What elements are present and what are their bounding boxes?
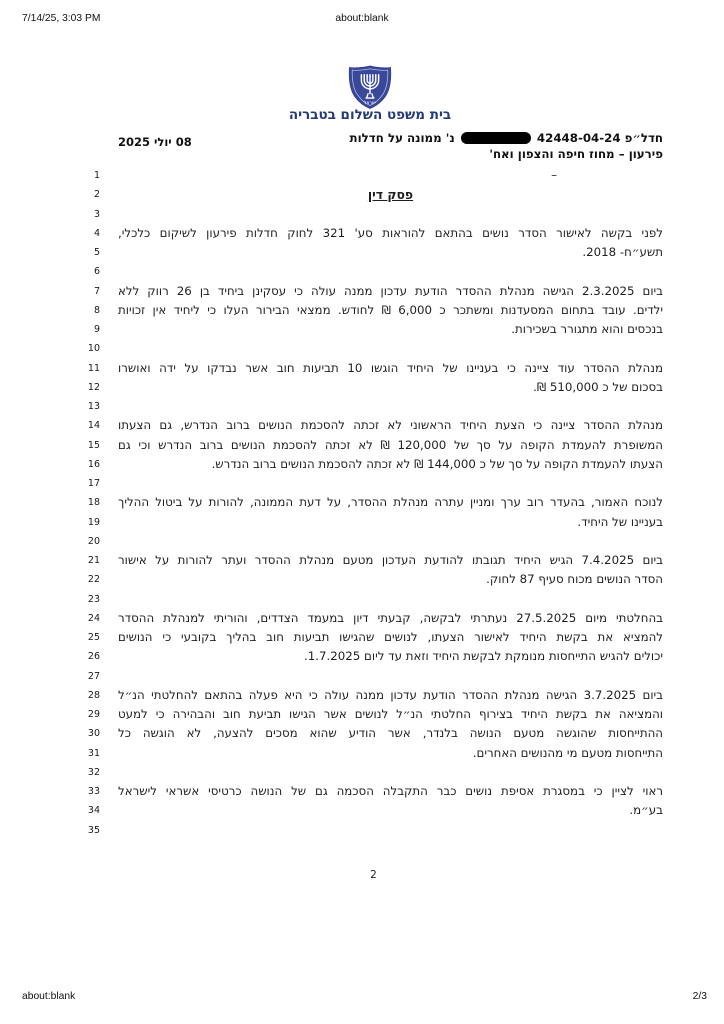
case-caption-line2: פירעון – מחוז חיפה והצפון ואח' bbox=[489, 146, 663, 161]
document-line bbox=[84, 436, 663, 455]
line-text: ההתייחסות שהוגשה מטעם הנושה בלנדר, אשר הודיע שהוא מסכים להצעה, לא הוגשה כל bbox=[118, 726, 663, 741]
line-number: 16 bbox=[87, 458, 100, 470]
line-text: והמציאה את בקשת היחיד בצירוף החלטתי הנ״ל לנושים אשר הגישו תביעת חוב והבהירה כי למעט bbox=[118, 707, 663, 721]
line-number: 26 bbox=[87, 651, 100, 663]
line-text: ביום 2.3.2025 הגישה מנהלת ההסדר הודעת עדכון ממנה עולה כי עסקינן ביחיד בן 26 רווק ללא bbox=[118, 283, 663, 298]
line-number: 33 bbox=[87, 786, 100, 797]
court-name: בית משפט השלום בטבריה bbox=[288, 107, 452, 123]
line-text bbox=[118, 205, 663, 224]
decision-date: 08 יולי 2025 bbox=[118, 135, 192, 149]
document-line bbox=[84, 224, 663, 243]
line-number: 8 bbox=[93, 304, 100, 316]
line-text: בע״מ. bbox=[629, 803, 663, 818]
document-line bbox=[84, 628, 663, 647]
document-line bbox=[84, 744, 663, 763]
line-text: בסכום של כ 510,000 ₪. bbox=[533, 379, 663, 394]
line-text bbox=[118, 397, 663, 416]
document-line bbox=[84, 243, 663, 262]
line-number: 3 bbox=[93, 208, 100, 220]
line-number: 13 bbox=[87, 401, 100, 412]
line-number: 18 bbox=[87, 497, 100, 509]
line-number: 2 bbox=[93, 189, 100, 201]
line-text bbox=[118, 532, 663, 551]
line-number: 28 bbox=[87, 689, 100, 701]
document-line bbox=[84, 455, 663, 474]
document-line bbox=[84, 513, 663, 532]
document-line bbox=[84, 532, 663, 551]
line-number: 17 bbox=[87, 478, 100, 489]
line-text: המשופרת להעמדת הקופה על סך של 120,000 ₪ לא זכתה להסכמת הנושים ברוב הנדרש וכי גם bbox=[118, 437, 663, 452]
case-caption bbox=[350, 131, 663, 162]
document-line bbox=[84, 551, 663, 570]
document-line bbox=[84, 282, 663, 301]
line-number: 11 bbox=[87, 362, 100, 374]
document-line bbox=[84, 262, 663, 281]
line-number: 22 bbox=[87, 574, 100, 586]
line-text: ראוי לציין כי במסגרת אסיפת נושים כבר התקבלה הסכמה גם של הנושה כרטיסי אשראי לישראל bbox=[118, 784, 663, 798]
line-text: מנהלת ההסדר ציינה כי הצעת היחיד הראשוני לא זכתה להסכמת הנושים ברוב הנדרש, גם הצעתו bbox=[118, 418, 663, 433]
line-number: 15 bbox=[87, 439, 100, 451]
line-number: 10 bbox=[87, 343, 100, 355]
line-number: 25 bbox=[87, 632, 100, 643]
document-line bbox=[84, 705, 663, 724]
document-line bbox=[84, 166, 663, 185]
line-text: מנהלת ההסדר עוד ציינה כי בעניינו של היחיד הוגשו 10 תביעות חוב אשר נבדקו על ידה ואושרו bbox=[118, 360, 663, 375]
document-line bbox=[84, 801, 663, 820]
document-line bbox=[84, 320, 663, 339]
document-line bbox=[84, 359, 663, 378]
line-text: הסדר הנושים מכוח סעיף 87 לחוק. bbox=[486, 572, 663, 587]
document-line bbox=[84, 647, 663, 666]
line-number: 30 bbox=[87, 728, 100, 740]
print-header bbox=[0, 13, 724, 27]
document-line bbox=[84, 205, 663, 224]
line-number: 4 bbox=[93, 227, 100, 239]
line-number: 20 bbox=[87, 535, 100, 547]
line-text bbox=[118, 339, 663, 358]
redacted-party-name bbox=[461, 132, 531, 144]
line-number: 29 bbox=[87, 709, 100, 720]
line-text: ביום 3.7.2025 הגישה מנהלת ההסדר הודעת עדכון ממנה עולה כי היא פעלה בהתאם להחלטתי הנ״ל bbox=[118, 687, 663, 702]
emblem-israel-label: ישראל bbox=[363, 100, 377, 106]
line-text bbox=[118, 262, 663, 281]
document-line bbox=[84, 378, 663, 397]
line-text: להמציא את בקשת היחיד לאישור הצעתו, לנושים שהגישו תביעות חוב בהליך בקובעי כי הנושים bbox=[118, 630, 663, 644]
page-number: 2 bbox=[370, 869, 377, 881]
judgment-body bbox=[84, 166, 663, 840]
case-number: חדל״פ 42448-04-24 bbox=[536, 131, 663, 145]
document-line bbox=[84, 724, 663, 743]
document-line bbox=[84, 821, 663, 840]
line-number: 24 bbox=[87, 612, 100, 624]
footer-page-indicator: 2/3 bbox=[692, 991, 707, 1002]
line-text: לנוכח האמור, בהעדר רוב ערך ומניין עתרה מנהלת ההסדר, על דעת הממונה, להורות על ביטול ההליך bbox=[118, 495, 663, 510]
israel-state-emblem-icon bbox=[345, 64, 395, 110]
print-datetime: 7/14/25, 3:03 PM bbox=[22, 13, 101, 24]
line-text: בעניינו של היחיד. bbox=[577, 514, 663, 529]
line-number: 9 bbox=[93, 324, 100, 335]
line-text: – bbox=[551, 168, 557, 182]
document-line bbox=[84, 397, 663, 416]
line-text bbox=[118, 821, 663, 840]
line-text bbox=[118, 474, 663, 493]
case-respondent: נ' ממונה על חדלות bbox=[349, 131, 455, 145]
line-number: 5 bbox=[93, 247, 100, 258]
line-text: ילדים. עובד בתחום המסעדנות ומשתכר כ 6,000 ₪ לחודש. ממצאי הבירור העלו כי ליחיד אין זכויות bbox=[118, 302, 663, 317]
line-text: בנכסים והוא מתגורר בשכירות. bbox=[511, 322, 663, 336]
document-line bbox=[84, 416, 663, 435]
line-number: 1 bbox=[93, 170, 100, 181]
line-text bbox=[118, 590, 663, 609]
line-number: 21 bbox=[87, 555, 100, 566]
line-number: 35 bbox=[87, 824, 100, 836]
document-line bbox=[84, 590, 663, 609]
document-line bbox=[84, 782, 663, 801]
case-caption-line1 bbox=[350, 131, 663, 147]
line-number: 32 bbox=[87, 766, 100, 778]
print-footer bbox=[22, 991, 707, 1002]
line-text bbox=[118, 667, 663, 686]
line-number: 19 bbox=[87, 516, 100, 528]
line-text: הצעתו להעמדת הקופה על סך של כ 144,000 ₪ לא זכתה להסכמת הנושים ברוב הנדרש. bbox=[211, 456, 663, 471]
document-line bbox=[84, 301, 663, 320]
document-line bbox=[84, 339, 663, 358]
document-line bbox=[84, 686, 663, 705]
print-page-title: about:blank bbox=[335, 13, 389, 24]
document-line bbox=[84, 493, 663, 512]
document-line bbox=[84, 474, 663, 493]
line-text: התייחסות מטעם מי מהנושים האחרים. bbox=[472, 745, 663, 760]
document-line bbox=[84, 609, 663, 628]
line-number: 23 bbox=[87, 593, 100, 605]
line-text: בהחלטתי מיום 27.5.2025 נעתרתי לבקשה, קבעתי דיון במעמד הצדדים, והוריתי למנהלת ההסדר bbox=[118, 610, 663, 625]
line-text: יכולים להגיש התייחסות מנומקת לבקשת היחיד וזאת עד ליום 1.7.2025. bbox=[303, 649, 663, 664]
line-number: 12 bbox=[87, 381, 100, 393]
line-text: לפני בקשה לאישור הסדר נושים בהתאם להוראות סע' 321 לחוק חדלות פירעון לשיקום כלכלי, bbox=[118, 225, 663, 240]
line-number: 7 bbox=[93, 285, 100, 297]
line-text: ביום 7.4.2025 הגיש היחיד תגובתו להודעת העדכון מטעם מנהלת ההסדר ועתר להורות על אישור bbox=[118, 553, 663, 567]
line-number: 27 bbox=[87, 670, 100, 682]
line-number: 31 bbox=[87, 747, 100, 759]
footer-url: about:blank bbox=[22, 991, 76, 1002]
document-line bbox=[84, 763, 663, 782]
document-line bbox=[84, 667, 663, 686]
line-text: תשע״ח- 2018. bbox=[582, 245, 663, 259]
line-number: 6 bbox=[93, 266, 100, 278]
line-number: 14 bbox=[87, 420, 100, 432]
document-line bbox=[84, 185, 663, 204]
document-line bbox=[84, 570, 663, 589]
judgment-title: פסק דין bbox=[367, 187, 414, 203]
line-text bbox=[118, 763, 663, 782]
line-number: 34 bbox=[87, 805, 100, 817]
